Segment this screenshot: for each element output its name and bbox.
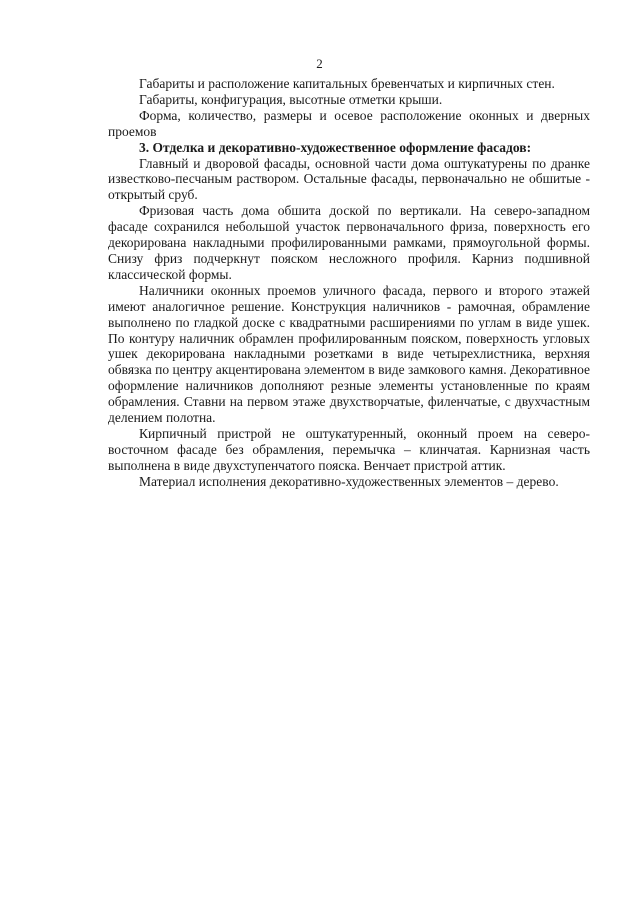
page-number: 2: [316, 56, 323, 71]
section-heading: 3. Отделка и декоративно-художественное оформление фасадов:: [139, 139, 532, 155]
paragraph-facades: Главный и дворовой фасады, основной части дома оштукатурены по дранке известково-песчаным раствором. Остальные фасады, первоначально не обшитые - открытый сруб.: [108, 155, 590, 203]
paragraph-openings: Форма, количество, размеры и осевое расположение оконных и дверных проемов: [108, 107, 590, 139]
paragraph-window-frames: Наличники оконных проемов уличного фасада, первого и второго этажей имеют аналогичное решение. Конструкция наличников - рамочная, обрамление выполнено по гладкой доске с квадратными расширениями по углам в виде ушек. По контуру наличник обрамлен профилированным пояском, поверхность угловых ушек декорирована накладными розетками в виде четырехлистника, верхняя обвязка по центру акцентирована элементом в виде замкового камня. Декоративное оформление наличников дополняют резные элементы установленные по краям обрамления. Ставни на первом этаже двухстворчатые, филенчатые, с двухчастным делением полотна.: [108, 282, 590, 426]
paragraph-material: Материал исполнения декоративно-художественных элементов – дерево.: [139, 473, 559, 489]
paragraph-roof: Габариты, конфигурация, высотные отметки крыши.: [139, 91, 443, 107]
document-body: [108, 76, 590, 490]
paragraph-walls: Габариты и расположение капитальных бревенчатых и кирпичных стен.: [139, 76, 555, 91]
paragraph-brick-extension: Кирпичный пристрой не оштукатуренный, оконный проем на северо-восточном фасаде без обрамления, перемычка – клинчатая. Карнизная часть выполнена в виде двухступенчатого пояска. Венчает пристрой аттик.: [108, 425, 590, 473]
paragraph-frieze: Фризовая часть дома обшита доской по вертикали. На северо-западном фасаде сохранился небольшой участок первоначального фриза, поверхность его декорирована накладными профилированными рамками, прямоугольной формы. Снизу фриз подчеркнут пояском несложного профиля. Карниз подшивной классической формы.: [108, 203, 590, 282]
